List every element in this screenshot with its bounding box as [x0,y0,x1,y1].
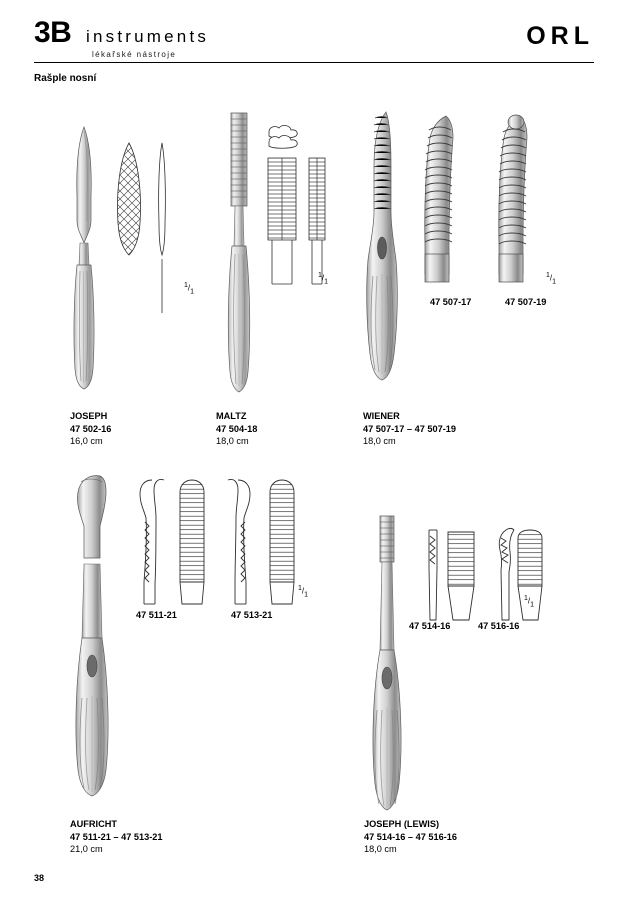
caption-aufricht [70,818,162,856]
item-length: 16,0 cm [70,436,103,447]
variant-code-47511-21: 47 511-21 [136,610,177,620]
scale-indicator-wiener: $^1/_1$ [546,272,557,286]
scale-den: 1 [190,288,195,296]
variant-code-47507-17: 47 507-17 [430,297,472,307]
page-header [34,18,594,66]
scale-num: 1 [524,595,528,602]
header-divider [34,62,594,63]
item-code: 47 514-16 – 47 516-16 [364,831,457,842]
item-length: 18,0 cm [364,844,397,855]
item-name: WIENER [363,411,400,421]
scale-num: 1 [184,282,188,289]
item-length: 18,0 cm [363,436,396,447]
item-code: 47 502-16 [70,423,112,434]
figure-maltz [210,110,340,405]
page-number: 38 [34,873,45,883]
variant-code-47513-21: 47 513-21 [231,610,273,620]
scale-den: 1 [552,278,557,286]
scale-num: 1 [318,272,322,279]
scale-num: 1 [546,272,550,279]
scale-indicator-maltz: $^1/_1$ [318,272,329,286]
item-code: 47 507-17 – 47 507-19 [363,423,456,434]
scale-den: 1 [530,601,535,609]
variant-code-47514-16: 47 514-16 [409,621,451,631]
item-name: JOSEPH (LEWIS) [364,819,440,829]
item-name: MALTZ [216,411,247,421]
item-length: 21,0 cm [70,844,103,855]
item-code: 47 504-18 [216,423,258,434]
variant-code-47516-16: 47 516-16 [478,621,520,631]
item-length: 18,0 cm [216,436,249,447]
scale-den: 1 [304,591,309,599]
figure-joseph-lewis [358,512,558,812]
brand-logo-3b: 3B [34,16,72,49]
scale-indicator-joseph: $^1/_1$ [184,282,195,296]
scale-indicator-aufricht: $^1/_1$ [298,585,309,599]
variant-code-47507-19: 47 507-19 [505,297,547,307]
scale-num: 1 [298,585,302,592]
brand-tagline: lékařské nástroje [92,50,177,59]
item-name: AUFRICHT [70,819,117,829]
caption-maltz [216,410,257,448]
page-subtitle: Rašple nosní [34,73,97,84]
figure-aufricht [62,470,302,800]
caption-wiener [363,410,456,448]
figure-wiener [356,108,566,398]
section-title-orl: ORL [526,22,594,50]
scale-den: 1 [324,278,329,286]
item-name: JOSEPH [70,411,108,421]
scale-indicator-joseph-lewis: $^1/_1$ [524,595,535,609]
item-code: 47 511-21 – 47 513-21 [70,831,163,842]
figure-joseph [60,125,190,405]
caption-joseph-lewis [364,818,457,856]
brand-logo-instruments: instruments [86,27,210,46]
caption-joseph [70,410,111,448]
